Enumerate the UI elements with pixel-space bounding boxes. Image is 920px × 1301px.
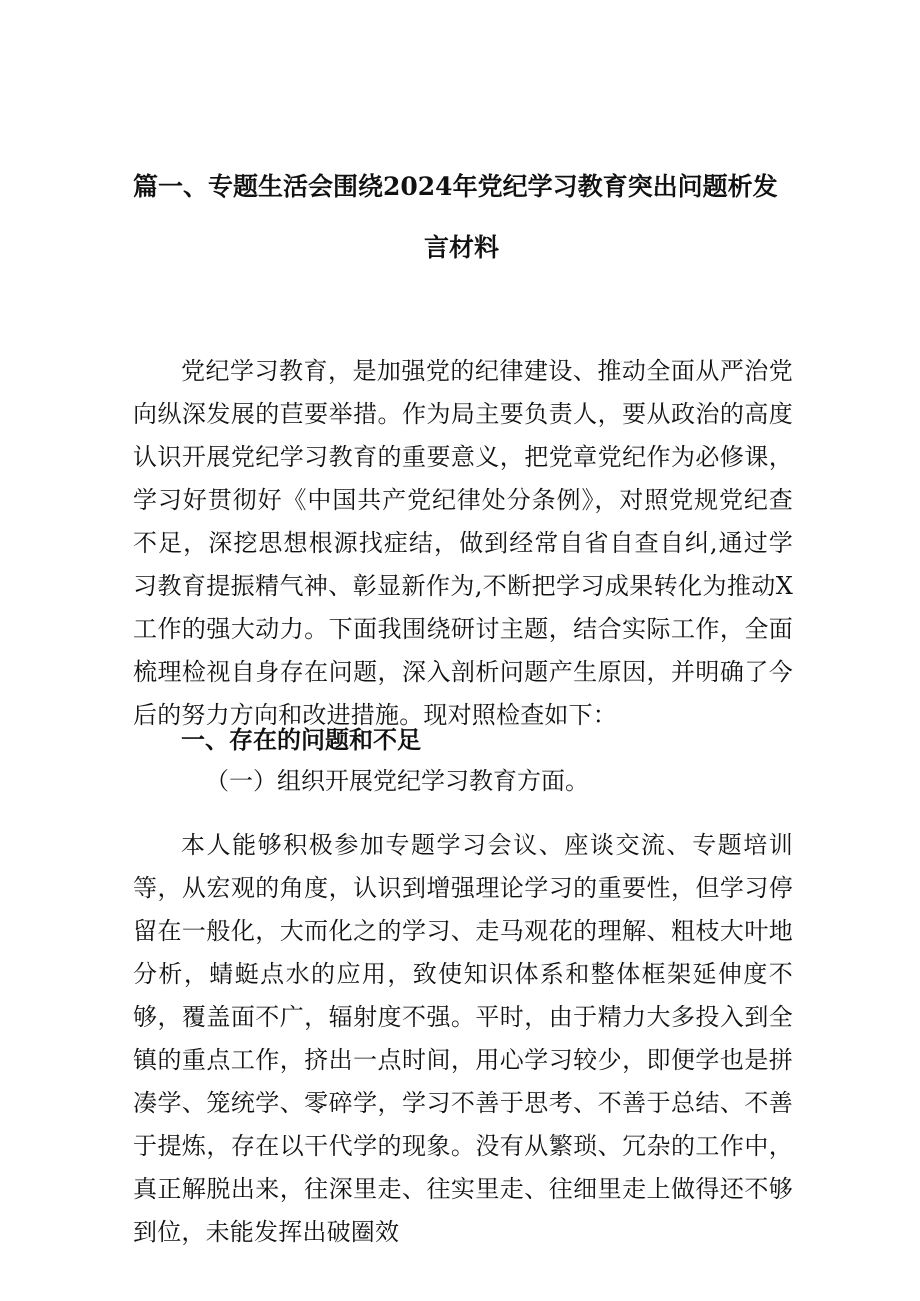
body-paragraph: 本人能够积极参加专题学习会议、座谈交流、专题培训等，从宏观的角度，认识到增强理论学习的重要性，但学习停留在一般化，大而化之的学习、走马观花的理解、粗枝大叶地分析，蜻蜓点水的应用，致使知识体系和整体框架延伸度不够，覆盖面不广，辐射度不强。平时，由于精力大多投入到全镇的重点工作，挤出一点时间，用心学习较少，即便学也是拼凑学、笼统学、零碎学，学习不善于思考、不善于总结、不善于提炼，存在以干代学的现象。没有从繁琐、冗杂的工作中，真正解脱出来，往深里走、往实里走、往细里走上做得还不够到位，未能发挥出破圈效 (133, 831, 793, 1246)
document-title-line-1: 篇一、专题生活会围绕2024年党纪学习教育突出问题析发 (133, 172, 778, 201)
subsection-heading: （一）组织开展党纪学习教育方面。 (205, 767, 589, 795)
document-title-line-2: 言材料 (424, 233, 500, 262)
intro-paragraph: 党纪学习教育，是加强党的纪律建设、推动全面从严治党向纵深发展的苣要举措。作为局主要负责人，要从政治的高度认识开展党纪学习教育的重要意义，把党章党纪作为必修课，学习好贯彻好《中国共产党纪律处分条例》，对照党规党纪查不足，深挖思想根源找症结，做到经常自省自查自纠,通过学习教育提振精气神、彰显新作为,不断把学习成果转化为推动X工作的强大动力。下面我围绕研讨主题，结合实际工作，全面梳理检视自身存在问题，深入剖析问题产生原因，并明确了今后的努力方向和改进措施。现对照检查如下： (133, 357, 793, 729)
section-heading: 一、存在的问题和不足 (181, 725, 421, 754)
